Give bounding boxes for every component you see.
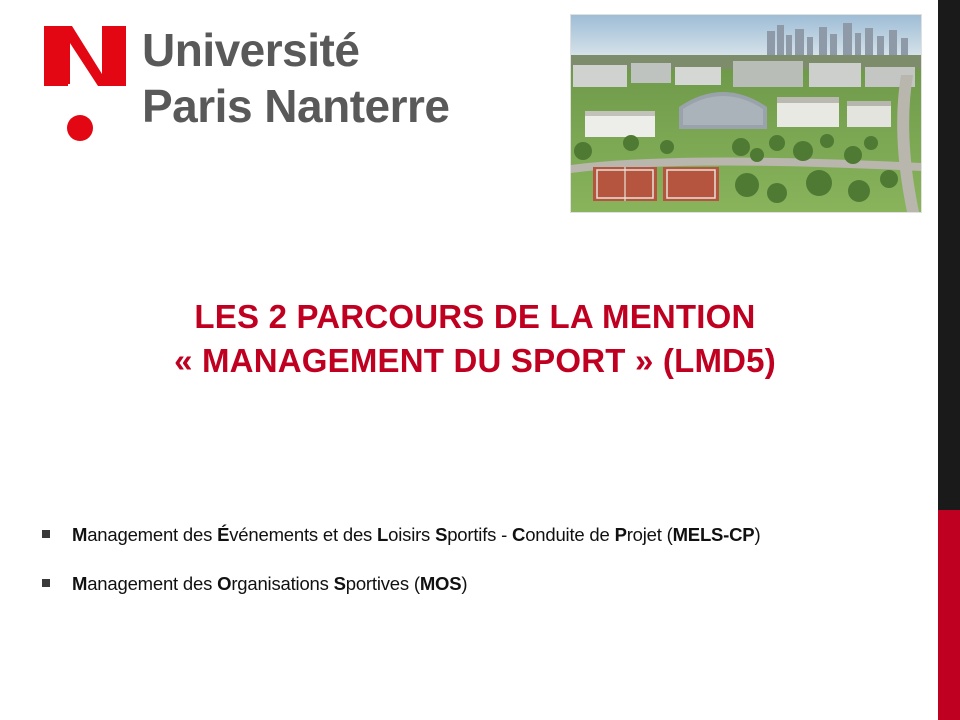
slide-title-line-1: LES 2 PARCOURS DE LA MENTION	[194, 298, 756, 335]
list-item	[42, 522, 922, 549]
bullet-text-2: Management des Organisations Sportives (MOS)	[72, 573, 468, 594]
university-logo-icon	[40, 22, 132, 142]
logo-wordmark	[142, 22, 450, 134]
logo	[40, 22, 450, 142]
bullet-square-icon	[42, 522, 60, 549]
campus-aerial-photo	[570, 14, 922, 213]
right-red-bar	[938, 510, 960, 720]
right-dark-bar	[938, 0, 960, 510]
list-item	[42, 571, 922, 598]
slide-title	[60, 295, 890, 383]
bullet-square-icon	[42, 571, 60, 598]
logo-line-1: Université	[142, 24, 360, 76]
bullet-list	[42, 522, 922, 620]
logo-line-2: Paris Nanterre	[142, 80, 450, 132]
bullet-text-1: Management des Événements et des Loisirs Sportifs - Conduite de Projet (MELS-CP)	[72, 524, 761, 545]
slide-title-line-2: « MANAGEMENT DU SPORT » (LMD5)	[174, 342, 776, 379]
